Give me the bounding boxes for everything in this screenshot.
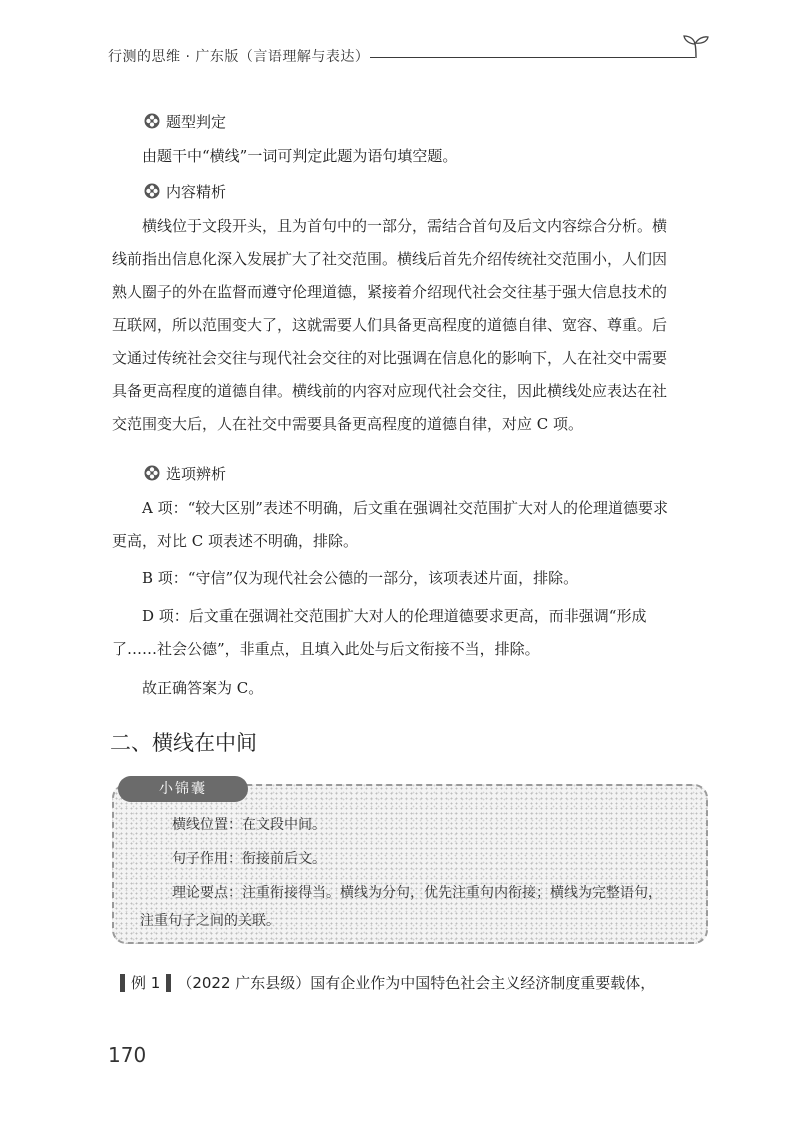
paragraph-line: 交范围变大后，人在社交中需要具备更高程度的道德自律，对应 C 项。 xyxy=(112,415,584,433)
paragraph-line: 文通过传统社会交往与现代社会交往的对比强调在信息化的影响下，人在社交中需要 xyxy=(112,349,668,367)
section-heading: 二、横线在中间 xyxy=(110,731,257,755)
section-title-option-analysis xyxy=(144,462,226,484)
section-title-type-judgement xyxy=(144,110,226,132)
tip-line: 横线位置：在文段中间。 xyxy=(172,817,326,833)
paragraph-line: A 项：“较大区别”表述不明确，后文重在强调社交范围扩大对人的伦理道德要求 xyxy=(142,499,668,517)
flower-bullet-icon xyxy=(144,465,160,481)
content-analysis-paragraph xyxy=(112,210,712,441)
tip-line: 句子作用：衔接前后文。 xyxy=(172,851,326,867)
example-bar-right xyxy=(166,974,171,992)
page-header xyxy=(108,46,708,70)
paragraph-line: 线前指出信息化深入发展扩大了社交范围。横线后首先介绍传统社交范围小，人们因 xyxy=(112,250,668,268)
paragraph-line: B 项：“守信”仅为现代社会公德的一部分，该项表述片面，排除。 xyxy=(142,569,579,587)
page-number: 170 xyxy=(108,1043,147,1067)
paragraph-line: 了……社会公德”，非重点，且填入此处与后文衔接不当，排除。 xyxy=(112,640,540,658)
header-rule xyxy=(370,57,695,58)
example-text: （2022 广东县级）国有企业作为中国特色社会主义经济制度重要载体， xyxy=(177,974,656,992)
tip-box-label: 小锦囊 xyxy=(118,776,248,802)
paragraph-line: 熟人圈子的外在监督而遵守伦理道德，紧接着介绍现代社会交往基于强大信息技术的 xyxy=(112,283,668,301)
example-label: 例 1 xyxy=(131,974,161,992)
flower-bullet-icon xyxy=(144,183,160,199)
conclusion-paragraph xyxy=(112,672,712,705)
section-title-content-analysis xyxy=(144,180,226,202)
paragraph-line: 更高，对比 C 项表述不明确，排除。 xyxy=(112,532,359,550)
section-title-text: 选项辨析 xyxy=(166,464,227,483)
flower-bullet-icon xyxy=(144,113,160,129)
paragraph-line: 横线位于文段开头，且为首句中的一部分，需结合首句及后文内容综合分析。横 xyxy=(142,217,668,235)
header-title: 行测的思维 · 广东版（言语理解与表达） xyxy=(108,49,370,65)
option-b-paragraph xyxy=(112,562,712,595)
paragraph-line: D 项：后文重在强调社交范围扩大对人的伦理道德要求更高，而非强调“形成 xyxy=(142,607,647,625)
tip-line: 理论要点：注重衔接得当。横线为分句，优先注重句内衔接；横线为完整语句， xyxy=(172,885,662,901)
paragraph-line: 具备更高程度的道德自律。横线前的内容对应现代社会交往，因此横线处应表达在社 xyxy=(112,382,668,400)
example-bar-left xyxy=(120,974,125,992)
paragraph-line: 故正确答案为 C。 xyxy=(142,679,264,697)
sprout-icon xyxy=(680,32,712,60)
section-title-text: 题型判定 xyxy=(166,112,227,131)
option-d-paragraph xyxy=(112,600,712,666)
section-title-text: 内容精析 xyxy=(166,182,227,201)
tip-line: 注重句子之间的关联。 xyxy=(140,913,280,929)
paragraph-line: 互联网，所以范围变大了，这就需要人们具备更高程度的道德自律、宽容、尊重。后 xyxy=(112,316,668,334)
option-a-paragraph xyxy=(112,492,712,558)
example-line xyxy=(114,972,714,993)
type-judgement-text: 由题干中“横线”一词可判定此题为语句填空题。 xyxy=(142,147,458,165)
